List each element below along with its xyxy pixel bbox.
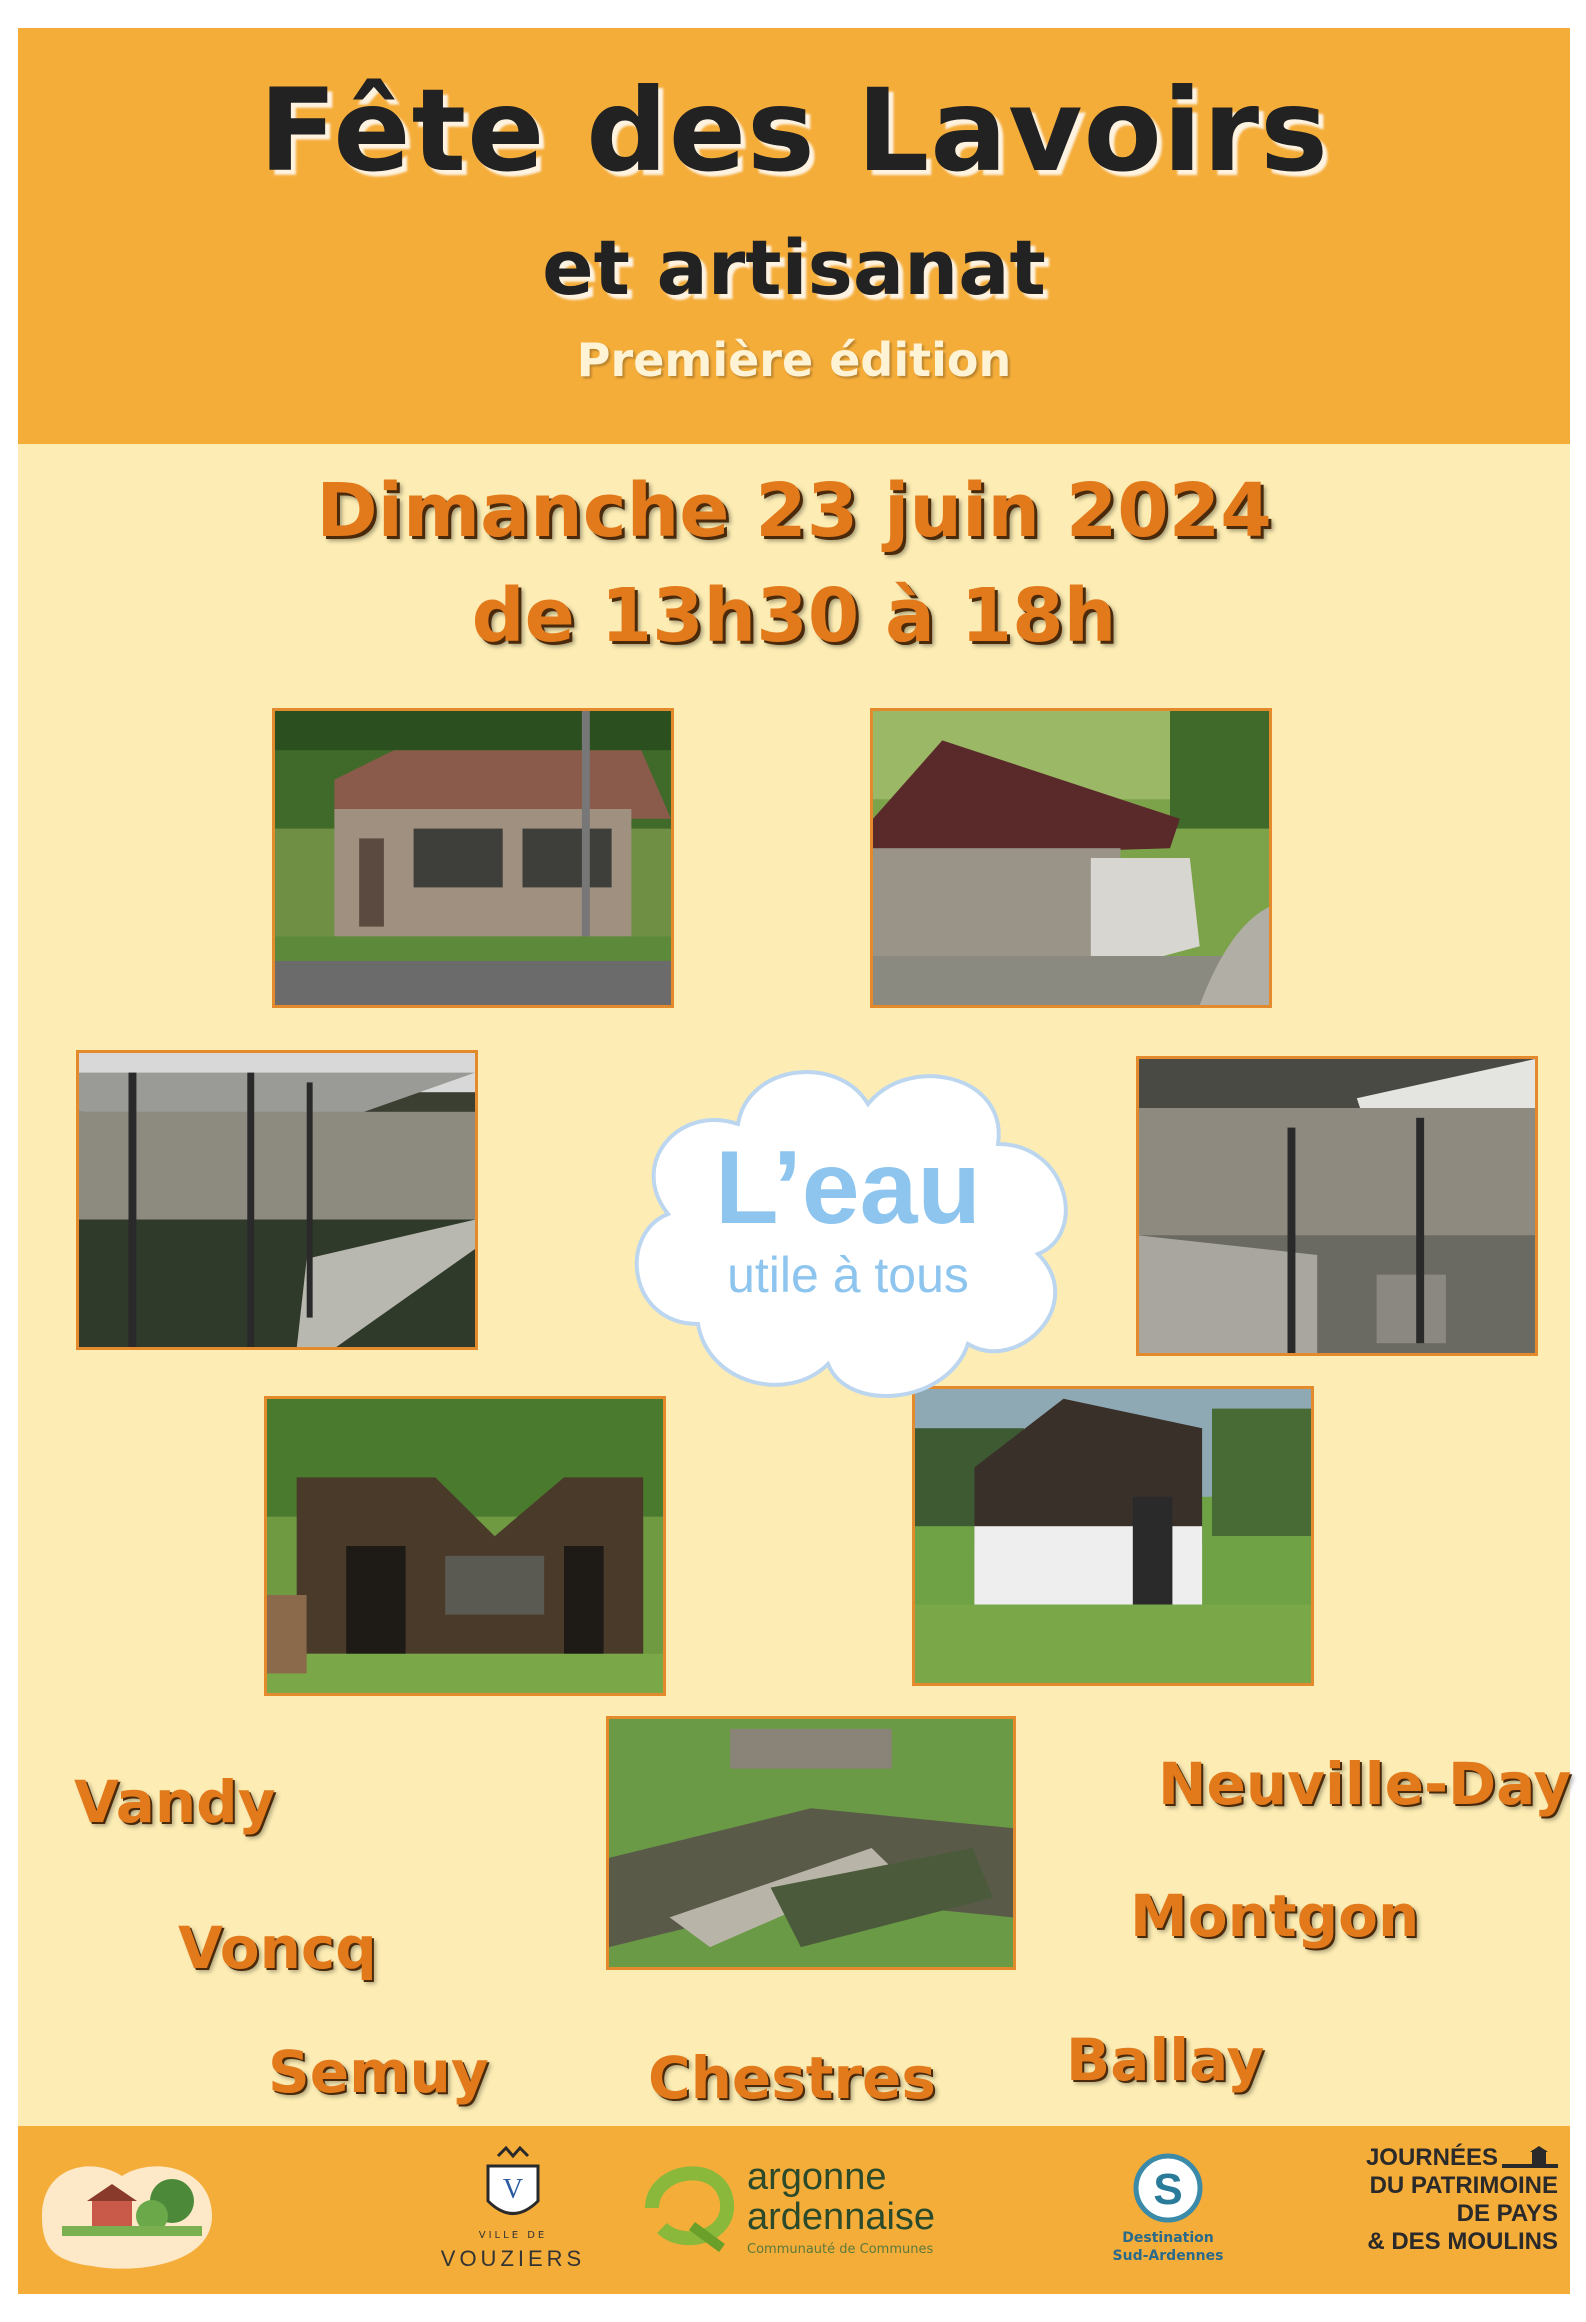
lavoir-photo-6 bbox=[912, 1386, 1314, 1686]
destination-line2: Sud-Ardennes bbox=[1112, 2248, 1224, 2264]
destination-line1: Destination bbox=[1122, 2230, 1214, 2246]
lavoir-photo-5 bbox=[264, 1396, 666, 1696]
destination-s-icon bbox=[1128, 2148, 1208, 2228]
vouziers-name: VOUZIERS bbox=[440, 2246, 586, 2271]
event-date: Dimanche 23 juin 2024 bbox=[316, 468, 1272, 554]
event-time: de 13h30 à 18h bbox=[471, 573, 1117, 659]
poster-subtitle: et artisanat bbox=[542, 223, 1046, 312]
poster bbox=[18, 28, 1570, 2294]
mill-icon bbox=[1502, 2146, 1558, 2170]
village-chestres: Chestres bbox=[648, 2044, 936, 2112]
village-neuville-day: Neuville-Day bbox=[1158, 1750, 1572, 1818]
poster-title: Fête des Lavoirs bbox=[259, 64, 1329, 197]
svg-text:S: S bbox=[1153, 2165, 1183, 2214]
argonne-line1: argonne bbox=[747, 2156, 887, 2198]
lavoir-photo-4 bbox=[1136, 1056, 1538, 1356]
journees-line3: DE PAYS bbox=[1456, 2200, 1558, 2227]
lavoir-photo-7 bbox=[606, 1716, 1016, 1970]
argonne-line3: Communauté de Communes bbox=[747, 2242, 934, 2257]
svg-text:V: V bbox=[502, 2174, 524, 2205]
village-vandy: Vandy bbox=[74, 1768, 276, 1836]
edition-label: Première édition bbox=[576, 333, 1012, 387]
lavoir-photo-1 bbox=[272, 708, 674, 1008]
lavoir-photo-2 bbox=[870, 708, 1272, 1008]
header-band bbox=[18, 28, 1570, 444]
destination-logo bbox=[1078, 2148, 1258, 2278]
village-montgon: Montgon bbox=[1130, 1882, 1420, 1950]
village-semuy: Semuy bbox=[268, 2038, 489, 2106]
theme-main: L’eau bbox=[715, 1130, 981, 1246]
village-ballay: Ballay bbox=[1066, 2026, 1265, 2094]
journees-logo bbox=[1318, 2144, 1558, 2284]
journees-line1: JOURNÉES bbox=[1365, 2144, 1498, 2171]
argonne-swirl-icon bbox=[632, 2148, 742, 2258]
association-logo bbox=[32, 2146, 232, 2276]
vouziers-small: VILLE DE bbox=[478, 2230, 548, 2241]
vouziers-logo bbox=[418, 2146, 608, 2276]
theme-cloud bbox=[588, 1024, 1108, 1424]
argonne-logo bbox=[632, 2148, 1032, 2278]
sponsor-band bbox=[18, 2126, 1570, 2294]
argonne-line2: ardennaise bbox=[747, 2196, 936, 2238]
theme-sub: utile à tous bbox=[727, 1247, 969, 1303]
journees-line4: & DES MOULINS bbox=[1367, 2228, 1558, 2255]
village-voncq: Voncq bbox=[178, 1914, 377, 1982]
journees-line2: DU PATRIMOINE bbox=[1369, 2172, 1558, 2199]
lavoir-photo-3 bbox=[76, 1050, 478, 1350]
vouziers-crest-icon bbox=[418, 2146, 608, 2236]
